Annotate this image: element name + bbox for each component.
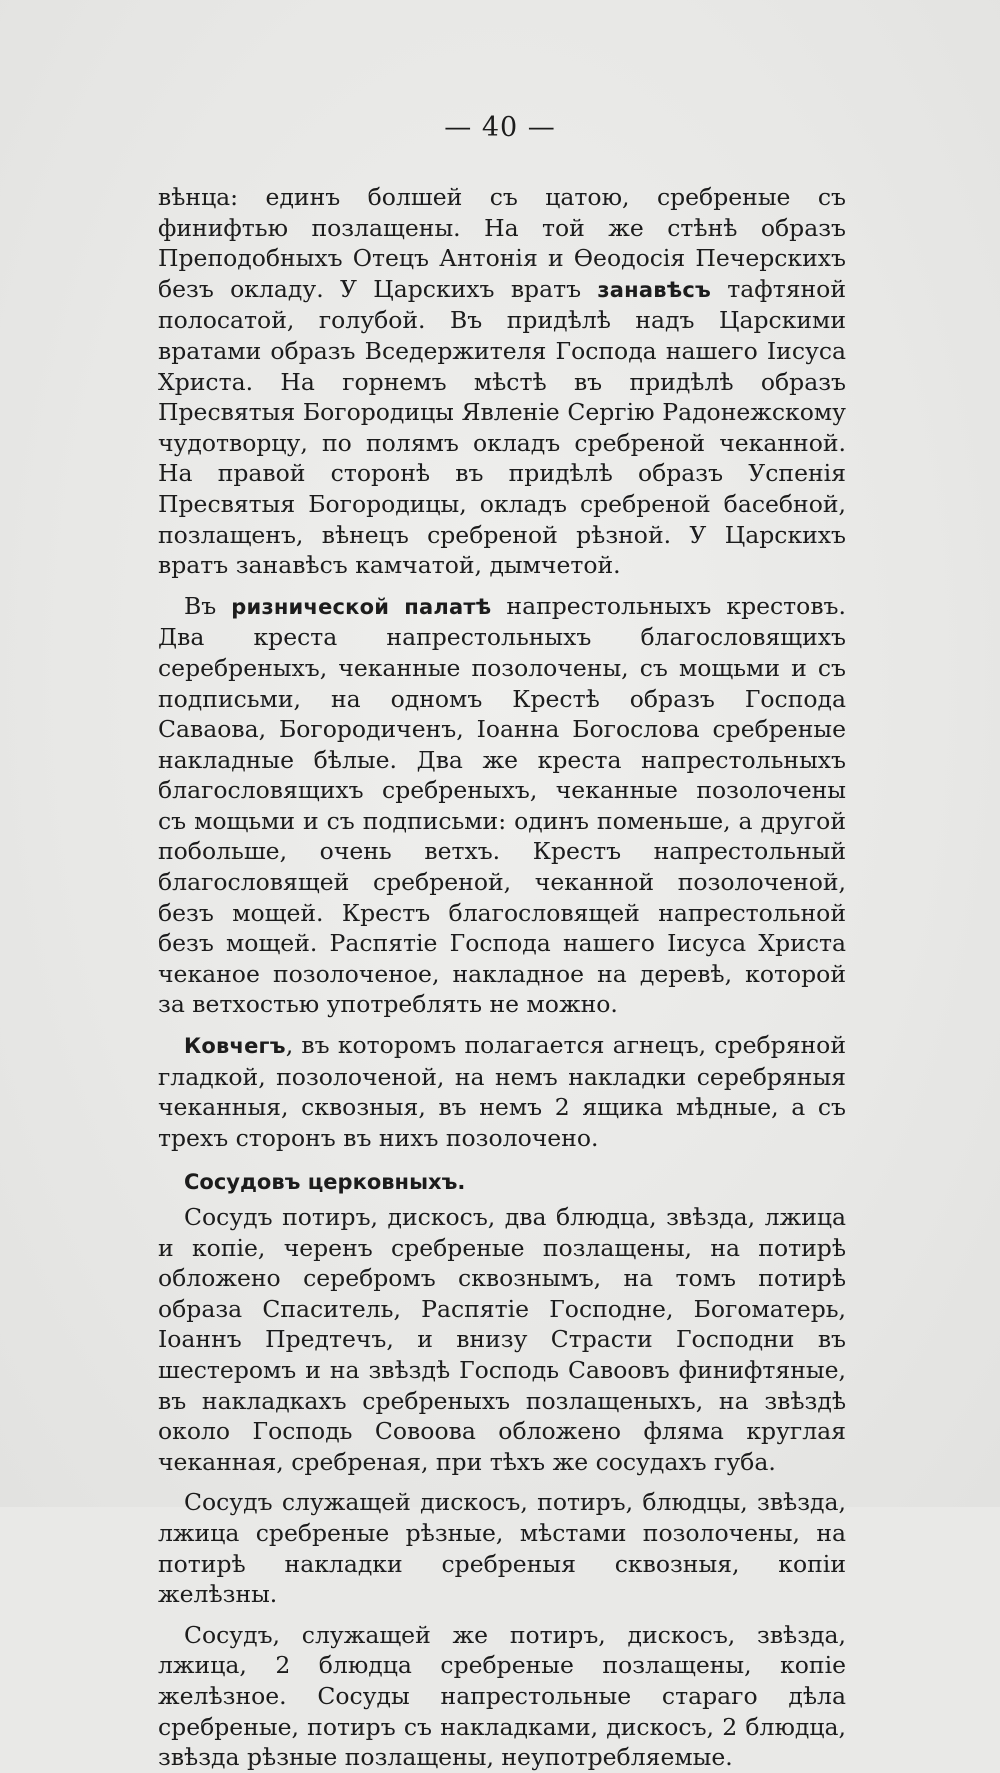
page-number: — 40 —: [444, 112, 556, 143]
paragraph-3: [158, 1030, 846, 1153]
paragraph-1: [158, 182, 846, 581]
paragraph-2: [158, 591, 846, 1020]
paragraph-3-text-b: , въ которомъ полагается агнецъ, сребряной гладкой, позолоченой, на немъ накладки серебряныя чеканныя, сквозныя, въ немъ 2 ящика мѣдные, а съ трехъ сторонъ въ нихъ позолочено.: [158, 1031, 846, 1152]
paragraph-1-text-a: вѣнца: единъ болшей съ цатою, сребреные съ финифтью позлащены. На той же стѣнѣ образъ Преподобныхъ Отецъ Антонія и Ѳеодосія Печерскихъ безъ окладу. У Царскихъ вратъ: [158, 183, 846, 303]
paragraph-1-bold-term: занавѣсъ: [597, 277, 711, 302]
paragraph-4: Сосудъ потиръ, дискосъ, два блюдца, звѣзда, лжица и копіе, черенъ сребреные позлащены, на потирѣ обложено серебромъ сквознымъ, на томъ потирѣ образа Спаситель, Распятіе Господне, Богоматерь, Іоаннъ Предтечъ, и внизу Страсти Господни въ шестеромъ и на звѣздѣ Господь Савоовъ финифтяные, въ накладкахъ сребреныхъ позлащеныхъ, на звѣздѣ около Господь Совоова обложено фляма круглая чеканная, сребреная, при тѣхъ же сосудахъ губа.: [158, 1203, 846, 1476]
paragraph-2-text-a: Въ: [184, 591, 232, 620]
page-body: [158, 182, 846, 1773]
section-heading: Сосудовъ церковныхъ.: [184, 1170, 466, 1195]
paragraph-2-text-b: напрестольныхъ крестовъ. Два креста напрестольныхъ благословящихъ серебреныхъ, чеканные позолочены, съ мощьми и съ подписьми, на одномъ Крестѣ образъ Господа Саваова, Богородиченъ, Іоанна Богослова сребреные накладные бѣлые. Два же креста напрестольныхъ благословящихъ сребреныхъ, чеканные позолочены съ мощьми и съ подписьми: одинъ поменьше, а другой побольше, очень ветхъ. Крестъ напрестольный благословящей сребреной, чеканной позолоченой, безъ мощей. Крестъ благословящей напрестольной безъ мощей. Распятіе Господа нашего Іисуса Христа чеканое позолоченое, накладное на деревѣ, которой за ветхостью употреблять не можно.: [158, 591, 846, 1019]
paragraph-6: Сосудъ, служащей же потиръ, дискосъ, звѣзда, лжица, 2 блюдца сребреные позлащены, копіе желѣзное. Сосуды напрестольные стараго дѣла сребреные, потиръ съ накладками, дискосъ, 2 блюдца, звѣзда рѣзные позлащены, неупотребляемые.: [158, 1620, 846, 1772]
paragraph-5: Сосудъ служащей дискосъ, потиръ, блюдцы, звѣзда, лжица сребреные рѣзные, мѣстами позолочены, на потирѣ накладки сребреныя сквозныя, копіи желѣзны.: [158, 1488, 846, 1609]
paragraph-1-text-b: тафтяной полосатой, голубой. Въ придѣлѣ надъ Царскими вратами образъ Вседержителя Господа нашего Іисуса Христа. На горнемъ мѣстѣ въ придѣлѣ образъ Пресвятыя Богородицы Явленіе Сергію Радонежскому чудотворцу, по полямъ окладъ сребреной чеканной. На правой сторонѣ въ придѣлѣ образъ Успенія Пресвятыя Богородицы, окладъ сребреной басебной, позлащенъ, вѣнецъ сребреной рѣзной. У Царскихъ вратъ занавѣсъ камчатой, дымчетой.: [158, 274, 846, 580]
paragraph-3-bold-term: Ковчегъ: [184, 1034, 286, 1059]
paragraph-2-bold-term: ризнической палатѣ: [231, 594, 492, 619]
